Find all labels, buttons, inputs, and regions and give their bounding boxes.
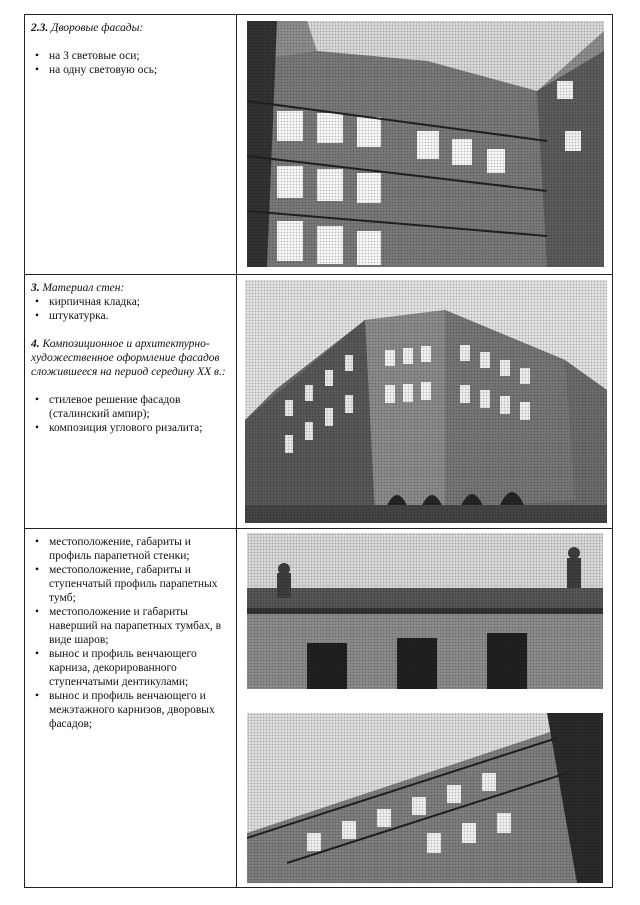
section-number: 4. bbox=[31, 338, 40, 350]
list-item: • вынос и профиль венчающего и межэтажного карнизов, дворовых фасадов; bbox=[31, 689, 230, 731]
document-table bbox=[24, 14, 613, 888]
parapet-cornice-photo bbox=[247, 533, 603, 689]
photo-cell bbox=[237, 275, 612, 528]
section-title: Композиционное и архитектурно-художественное оформление фасадов сложившееся на период середину XX в.: bbox=[31, 338, 226, 378]
section-heading bbox=[31, 21, 230, 35]
text-cell bbox=[25, 275, 237, 528]
list-item: • местоположение, габариты и профиль парапетной стенки; bbox=[31, 535, 230, 563]
list-item: • штукатурка. bbox=[31, 309, 230, 323]
text-cell bbox=[25, 15, 237, 274]
list-item: • композиция углового ризалита; bbox=[31, 421, 230, 435]
bullet-list bbox=[31, 49, 230, 77]
bullet-list bbox=[31, 535, 230, 731]
photo-cell bbox=[237, 15, 612, 274]
section-title: Материал стен: bbox=[42, 282, 125, 294]
courtyard-cornice-photo bbox=[247, 713, 603, 883]
bullet-list bbox=[31, 295, 230, 323]
list-item: • на одну световую ось; bbox=[31, 63, 230, 77]
list-item: • вынос и профиль венчающего карниза, декорированного ступенчатыми дентикулами; bbox=[31, 647, 230, 689]
section-heading bbox=[31, 281, 230, 295]
list-item: • стилевое решение фасадов (сталинский ампир); bbox=[31, 393, 230, 421]
section-title: Дворовые фасады: bbox=[51, 22, 144, 34]
table-row bbox=[25, 275, 612, 529]
bullet-list bbox=[31, 393, 230, 435]
photo-cell bbox=[237, 529, 612, 887]
section-number: 2.3. bbox=[31, 22, 49, 34]
list-item: • на 3 световые оси; bbox=[31, 49, 230, 63]
list-item: • местоположение и габариты наверший на парапетных тумбах, в виде шаров; bbox=[31, 605, 230, 647]
courtyard-facade-photo bbox=[247, 21, 604, 267]
list-item: • местоположение, габариты и ступенчатый профиль парапетных тумб; bbox=[31, 563, 230, 605]
list-item: • кирпичная кладка; bbox=[31, 295, 230, 309]
text-cell bbox=[25, 529, 237, 887]
building-corner-photo bbox=[245, 280, 607, 523]
section-heading bbox=[31, 337, 230, 379]
section-number: 3. bbox=[31, 282, 40, 294]
table-row bbox=[25, 529, 612, 887]
table-row bbox=[25, 15, 612, 275]
